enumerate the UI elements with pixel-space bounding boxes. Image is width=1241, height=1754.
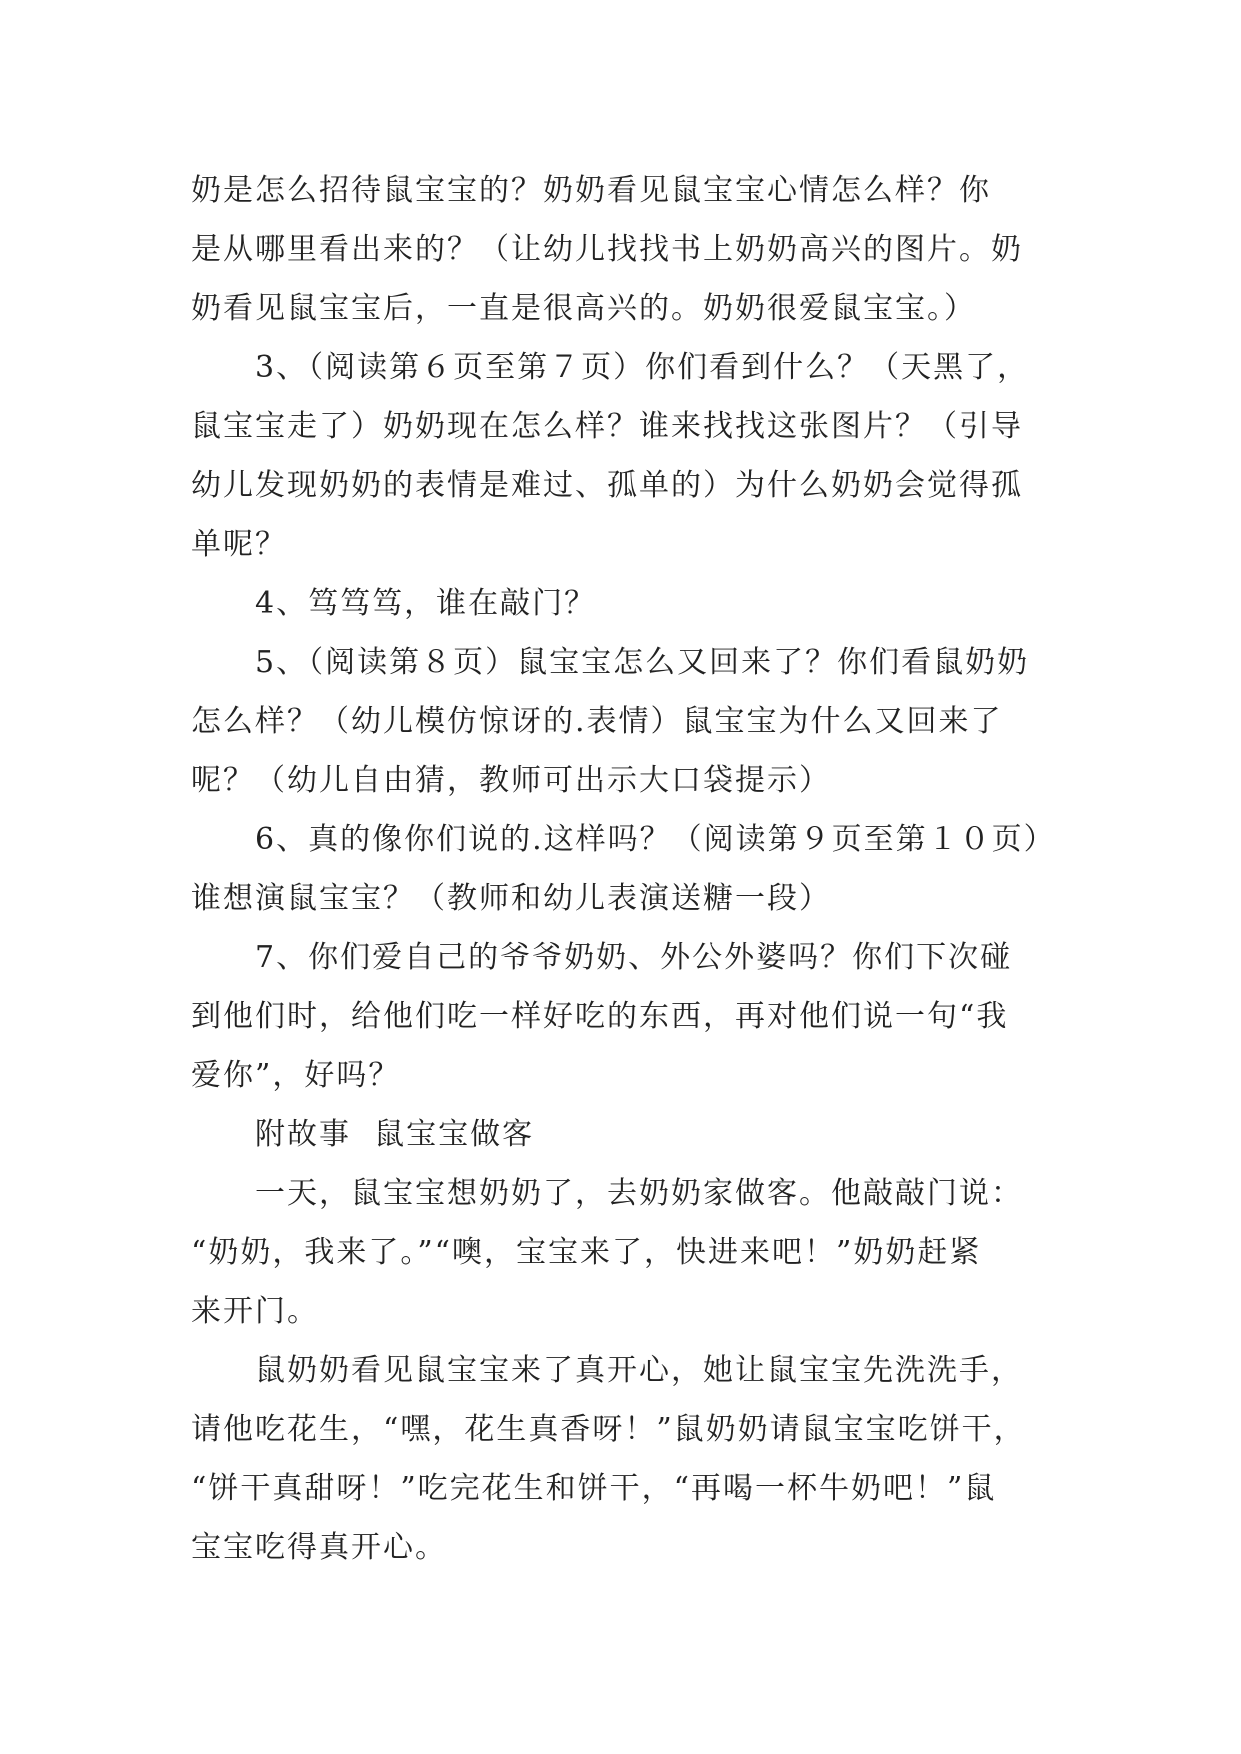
document-body — [191, 161, 1056, 1577]
text-line: “饼干真甜呀！”吃完花生和饼干，“再喝一杯牛奶吧！”鼠 — [191, 1471, 997, 1506]
text-line: 6、真的像你们说的.这样吗？（阅读第９页至第１０页） — [191, 822, 1056, 857]
text-line: 是从哪里看出来的？（让幼儿找找书上奶奶高兴的图片。奶 — [191, 232, 1023, 267]
text-line: “奶奶，我来了。”“噢，宝宝来了，快进来吧！”奶奶赶紧 — [191, 1235, 982, 1270]
text-line: 请他吃花生，“嘿，花生真香呀！”鼠奶奶请鼠宝宝吃饼干， — [191, 1412, 1026, 1447]
text-line: 一天，鼠宝宝想奶奶了，去奶奶家做客。他敲敲门说： — [191, 1176, 1023, 1211]
text-line: 怎么样？（幼儿模仿惊讶的.表情）鼠宝宝为什么又回来了 — [191, 704, 1003, 739]
text-line: 7、你们爱自己的爷爷奶奶、外公外婆吗？你们下次碰 — [191, 940, 1013, 975]
text-line: 5、（阅读第８页）鼠宝宝怎么又回来了？你们看鼠奶奶 — [191, 645, 1030, 680]
text-line: 单呢？ — [191, 527, 287, 562]
text-line: 4、笃笃笃，谁在敲门？ — [191, 586, 597, 621]
text-line: 到他们时，给他们吃一样好吃的东西，再对他们说一句“我 — [191, 999, 1009, 1034]
text-line: 宝宝吃得真开心。 — [191, 1530, 447, 1565]
text-line: 幼儿发现奶奶的表情是难过、孤单的）为什么奶奶会觉得孤 — [191, 468, 1023, 503]
text-line: 谁想演鼠宝宝？（教师和幼儿表演送糖一段） — [191, 881, 831, 916]
text-line: 鼠奶奶看见鼠宝宝来了真开心，她让鼠宝宝先洗洗手， — [191, 1353, 1023, 1388]
text-line: 鼠宝宝走了）奶奶现在怎么样？谁来找找这张图片？（引导 — [191, 409, 1023, 444]
text-line: 爱你”，好吗？ — [191, 1058, 401, 1093]
text-line: 奶是怎么招待鼠宝宝的？奶奶看见鼠宝宝心情怎么样？你 — [191, 173, 991, 208]
text-line: 3、（阅读第６页至第７页）你们看到什么？（天黑了， — [191, 350, 1030, 385]
story-heading: 附故事 鼠宝宝做客 — [191, 1117, 535, 1152]
text-line: 呢？（幼儿自由猜，教师可出示大口袋提示） — [191, 763, 831, 798]
text-line: 奶看见鼠宝宝后，一直是很高兴的。奶奶很爱鼠宝宝。） — [191, 291, 976, 326]
text-line: 来开门。 — [191, 1294, 319, 1329]
